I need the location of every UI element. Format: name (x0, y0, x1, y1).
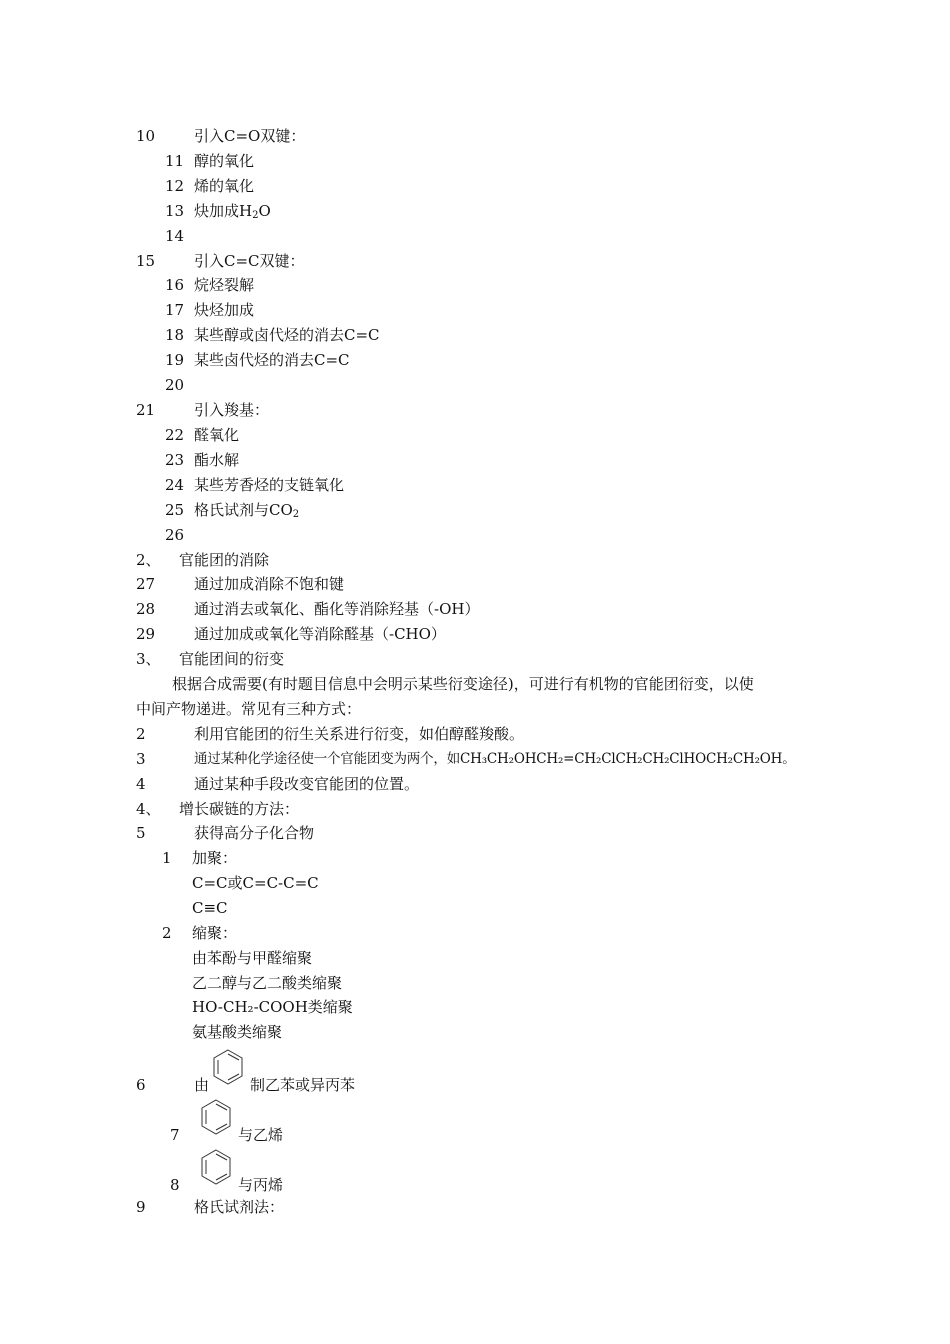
item-number: 22 (165, 426, 185, 444)
item-number: 27 (136, 575, 156, 593)
item-number: 26 (165, 526, 185, 544)
formula-line: 由苯酚与甲醛缩聚 (192, 949, 313, 967)
item-text: 通过某种手段改变官能团的位置。 (194, 775, 420, 793)
item-number: 10 (136, 127, 156, 145)
item-text: 通过加成或氧化等消除醛基（-CHO） (194, 625, 446, 643)
section-heading: 官能团间的衍变 (179, 650, 285, 668)
formula-line: 氨基酸类缩聚 (192, 1023, 283, 1041)
item-number: 21 (136, 401, 156, 419)
text-part: 格氏试剂与CO (194, 501, 293, 519)
item-text: 制乙苯或异丙苯 (250, 1076, 356, 1094)
formula-line: 乙二醇与乙二酸类缩聚 (192, 974, 343, 992)
item-text (194, 500, 299, 520)
item-text: 烯的氧化 (194, 177, 255, 195)
item-text: 某些芳香烃的支链氧化 (194, 476, 345, 494)
item-text: 炔烃加成 (194, 301, 255, 319)
benzene-ring-icon (199, 1098, 233, 1138)
text-part: 炔加成H (194, 202, 253, 220)
item-text: 引入羧基： (194, 401, 270, 419)
item-text (194, 201, 271, 221)
item-text: 烷烃裂解 (194, 276, 255, 294)
item-text: 格氏试剂法： (194, 1198, 285, 1216)
item-number: 29 (136, 625, 156, 643)
item-text: 醛氧化 (194, 426, 240, 444)
item-text: 与丙烯 (238, 1176, 284, 1194)
section-number: 2、 (136, 551, 161, 569)
item-number: 11 (165, 152, 185, 170)
section-number: 4、 (136, 800, 161, 818)
item-text: 引入C=O双键： (194, 127, 306, 145)
item-number: 20 (165, 376, 185, 394)
item-number: 5 (136, 824, 146, 842)
item-number: 4 (136, 775, 146, 793)
item-number: 17 (165, 301, 185, 319)
item-text: 由 (194, 1076, 210, 1094)
item-text: 某些卤代烃的消去C=C (194, 351, 350, 369)
item-text: 通过加成消除不饱和键 (194, 575, 345, 593)
sub-item-text: 缩聚： (192, 924, 238, 942)
item-text: 某些醇或卤代烃的消去C=C (194, 326, 380, 344)
item-text: 通过某种化学途径使一个官能团变为两个，如CH₃CH₂OHCH₂=CH₂ClCH₂CH₂ClHOCH₂CH₂OH。 (194, 751, 796, 767)
formula-line: C=C或C=C-C=C (192, 874, 319, 892)
section-number: 3、 (136, 650, 161, 668)
paragraph-line: 中间产物递进。常见有三种方式： (136, 700, 362, 718)
section-heading: 增长碳链的方法： (179, 800, 300, 818)
item-text: 醇的氧化 (194, 152, 255, 170)
item-text: 利用官能团的衍生关系进行衍变，如伯醇醛羧酸。 (194, 725, 525, 743)
item-number: 25 (165, 501, 185, 519)
item-text: 获得高分子化合物 (194, 824, 315, 842)
item-number: 24 (165, 476, 185, 494)
sub-item-number: 2 (162, 924, 172, 942)
item-number: 3 (136, 750, 146, 768)
item-number: 6 (136, 1076, 146, 1094)
formula-line: C≡C (192, 899, 228, 917)
item-number: 19 (165, 351, 185, 369)
paragraph-line: 根据合成需要(有时题目信息中会明示某些衍变途径)，可进行有机物的官能团衍变，以使 (172, 675, 754, 693)
item-number: 2 (136, 725, 146, 743)
item-number: 12 (165, 177, 185, 195)
formula-line: HO-CH₂-COOH类缩聚 (192, 998, 353, 1016)
text-part: O (258, 202, 271, 220)
item-text: 酯水解 (194, 451, 240, 469)
item-text: 与乙烯 (238, 1126, 284, 1144)
item-number: 13 (165, 202, 185, 220)
subscript: 2 (292, 509, 300, 520)
benzene-ring-icon (211, 1048, 245, 1088)
item-number: 8 (170, 1176, 180, 1194)
item-number: 9 (136, 1198, 146, 1216)
sub-item-number: 1 (162, 849, 172, 867)
item-number: 7 (170, 1126, 180, 1144)
item-text: 引入C=C双键： (194, 252, 305, 270)
item-number: 18 (165, 326, 185, 344)
item-number: 16 (165, 276, 185, 294)
sub-item-text: 加聚： (192, 849, 238, 867)
item-number: 28 (136, 600, 156, 618)
benzene-ring-icon (199, 1148, 233, 1188)
section-heading: 官能团的消除 (179, 551, 270, 569)
item-text: 通过消去或氧化、酯化等消除羟基（-OH） (194, 600, 480, 618)
subscript: 2 (252, 210, 259, 221)
item-number: 23 (165, 451, 185, 469)
item-number: 14 (165, 227, 185, 245)
item-number: 15 (136, 252, 156, 270)
